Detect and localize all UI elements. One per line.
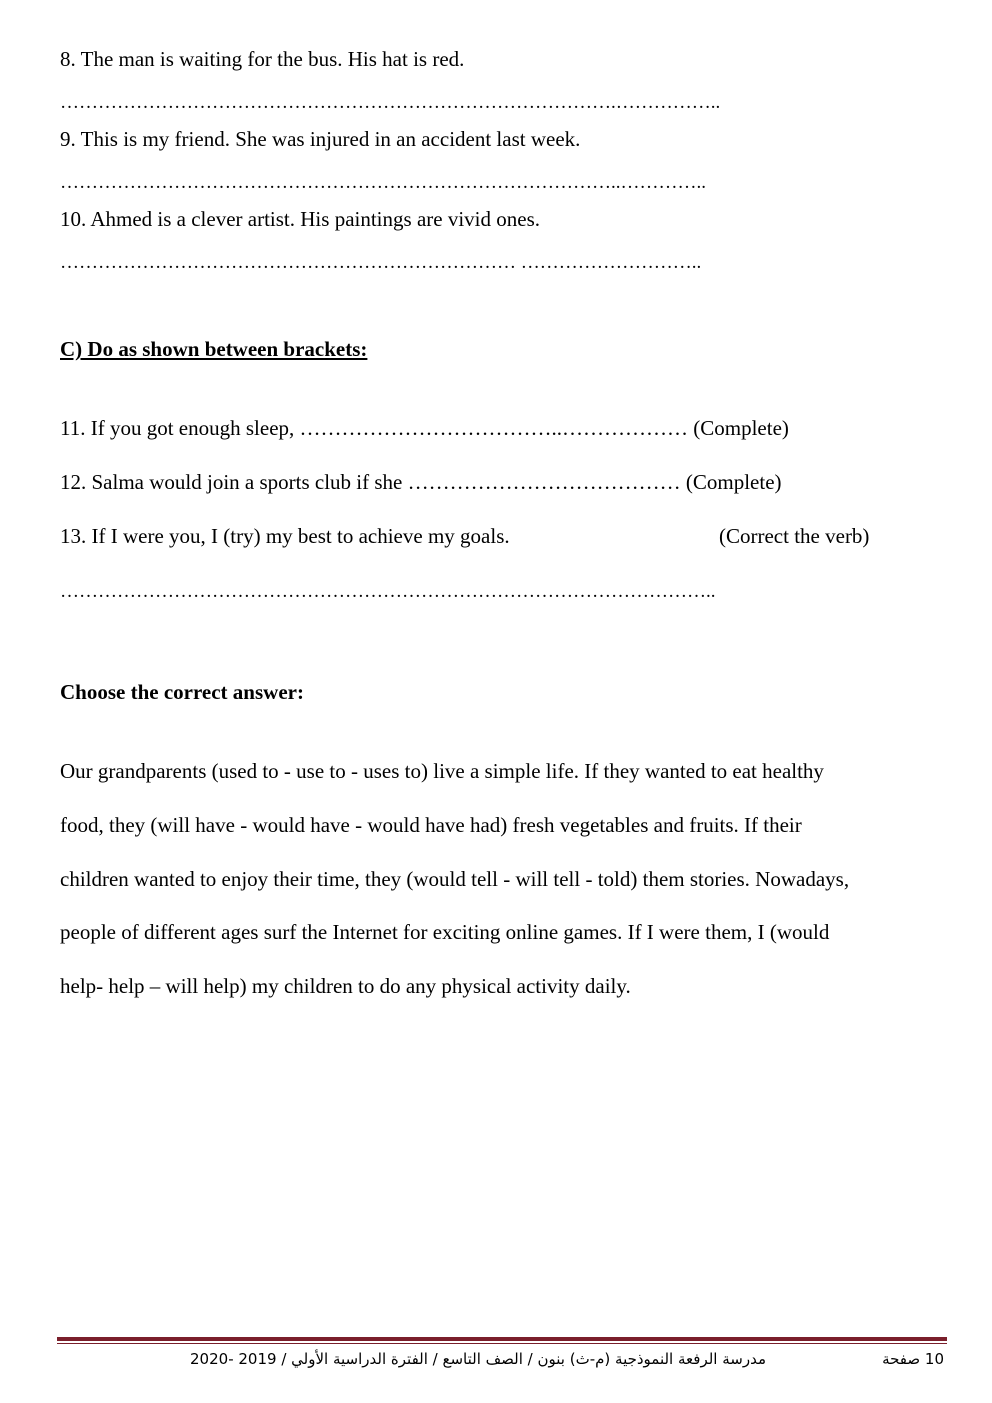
paragraph-line: help- help – will help) my children to do any physical activity daily. <box>60 974 631 998</box>
footer-school-info: مدرسة الرفعة النموذجية (م-ث) بنون / الصف التاسع / الفترة الدراسية الأولي / 2019 -2020 <box>190 1350 766 1368</box>
paragraph-line: Our grandparents (used to - use to - uses to) live a simple life. If they wanted to eat healthy <box>60 759 824 783</box>
item-9-text: 9. This is my friend. She was injured in an accident last week. <box>60 127 581 151</box>
item-10-text: 10. Ahmed is a clever artist. His paintings are vivid ones. <box>60 207 540 231</box>
footer-rule-thick <box>57 1337 947 1341</box>
item-10-answer-blank[interactable]: ……………………………………………………………… ……………………….. <box>60 252 702 273</box>
paragraph-line: food, they (will have - would have - would have had) fresh vegetables and fruits. If their <box>60 813 802 837</box>
item-9-answer-blank[interactable]: ……………………………………………………………………………..………….. <box>60 172 706 193</box>
choose-answer-heading: Choose the correct answer: <box>60 680 304 704</box>
item-8-answer-blank[interactable]: …………………………………………………………………………….…………….. <box>60 92 721 113</box>
item-12-text: 12. Salma would join a sports club if she ………………………………… (Complete) <box>60 470 782 494</box>
item-8-text: 8. The man is waiting for the bus. His hat is red. <box>60 47 465 71</box>
paragraph-line: children wanted to enjoy their time, they (would tell - will tell - told) them stories. Nowadays, <box>60 867 850 891</box>
item-11-text: 11. If you got enough sleep, ………………………………..……………… (Complete) <box>60 416 789 440</box>
item-13-text: 13. If I were you, I (try) my best to achieve my goals. <box>60 524 510 548</box>
paragraph-line: people of different ages surf the Internet for exciting online games. If I were them, I (would <box>60 920 830 944</box>
footer-page-number: 10 صفحة <box>882 1350 944 1368</box>
item-13-answer-blank[interactable]: ………………………………………………………………………………………….. <box>60 581 716 602</box>
footer-rule-thin <box>57 1343 947 1344</box>
section-c-heading: C) Do as shown between brackets: <box>60 337 368 361</box>
item-13-instruction: (Correct the verb) <box>719 524 870 548</box>
